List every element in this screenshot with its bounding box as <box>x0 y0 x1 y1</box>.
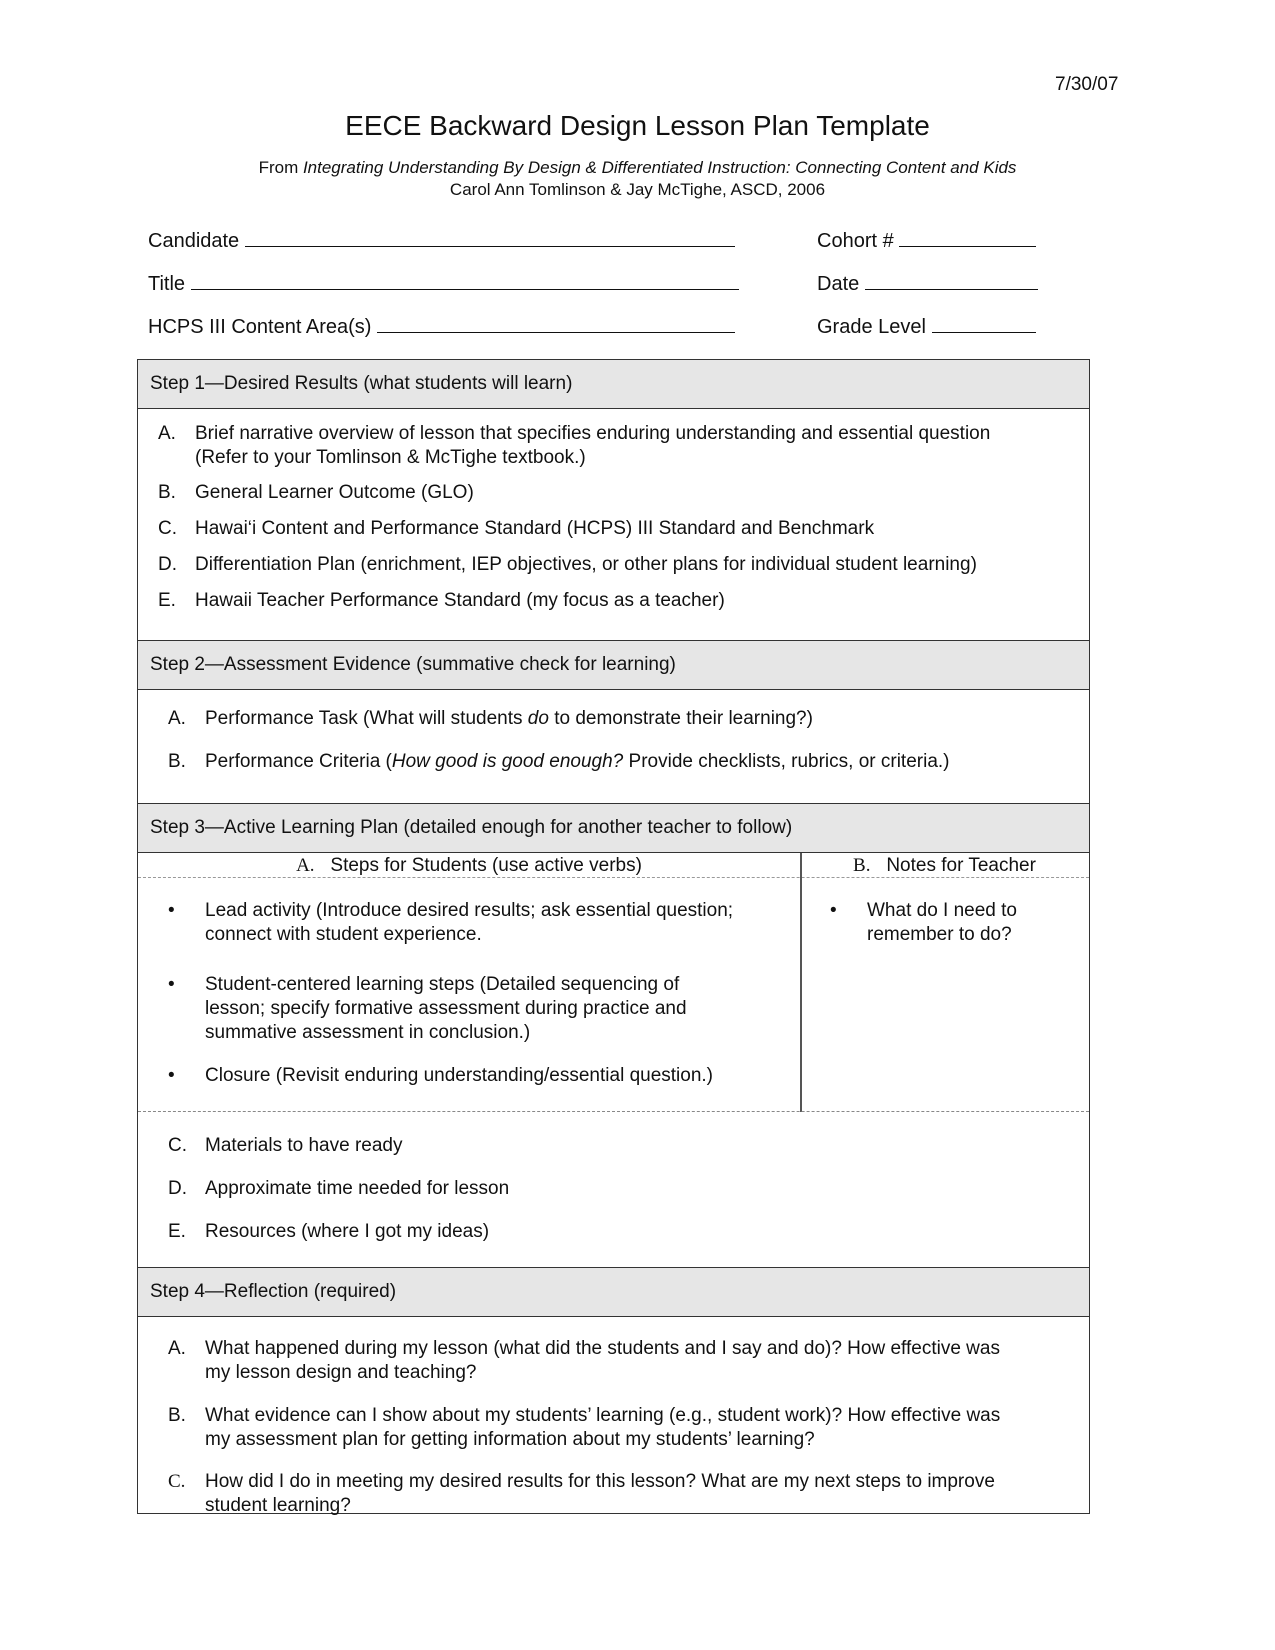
steps-for-students-header: A. Steps for Students (use active verbs) <box>296 855 642 876</box>
item-line: Brief narrative overview of lesson that specifies enduring understanding and essential question <box>195 423 991 444</box>
source-authors: Carol Ann Tomlinson & Jay McTighe, ASCD, 2006 <box>449 180 826 199</box>
item-text <box>195 422 990 470</box>
item-letter: D. <box>158 554 177 575</box>
title-field[interactable] <box>148 269 739 296</box>
bullet-text: Lead activity (Introduce desired results; ask essential question; connect with student experience. <box>205 900 734 945</box>
item-letter: A. <box>168 708 186 729</box>
date-label: Date <box>817 273 860 295</box>
source-book-title: Integrating Understanding By Design & Differentiated Instruction: Connecting Content and Kids <box>302 158 1017 177</box>
item-line: (Refer to your Tomlinson & McTighe textbook.) <box>195 447 586 468</box>
bullet-text: Student-centered learning steps (Detailed sequencing of lesson; specify formative assessment during practice and summative assessment in conclusion.) <box>205 974 687 1043</box>
cohort-label: Cohort # <box>817 230 894 252</box>
item-text: Hawai‘i Content and Performance Standard (HCPS) III Standard and Benchmark <box>195 518 875 539</box>
bullet-dot: • <box>830 900 837 921</box>
content-area-field[interactable] <box>148 312 735 339</box>
candidate-blank[interactable] <box>245 226 735 247</box>
title-label: Title <box>148 273 186 295</box>
item-letter: C. <box>168 1135 187 1156</box>
item-text: General Learner Outcome (GLO) <box>195 482 474 503</box>
item-letter: D. <box>168 1178 187 1199</box>
step2-heading: Step 2—Assessment Evidence (summative check for learning) <box>150 654 676 675</box>
item-letter: C. <box>168 1471 186 1492</box>
step1-header <box>138 359 1089 409</box>
grade-level-label: Grade Level <box>817 316 926 338</box>
step3-heading: Step 3—Active Learning Plan (detailed enough for another teacher to follow) <box>150 817 793 838</box>
item-text: Approximate time needed for lesson <box>205 1178 510 1199</box>
row-divider <box>138 1111 1089 1113</box>
lesson-plan-table <box>137 359 1090 1514</box>
step4-header <box>138 1267 1089 1317</box>
item-letter: A. <box>158 423 176 444</box>
step1-heading: Step 1—Desired Results (what students will learn) <box>150 373 573 394</box>
grade-level-blank[interactable] <box>932 312 1036 333</box>
date-blank[interactable] <box>865 269 1038 290</box>
notes-for-teacher-header: B. Notes for Teacher <box>853 855 1036 876</box>
item-text: Performance Task (What will students do to demonstrate their learning?) <box>205 708 813 729</box>
item-text: What evidence can I show about my students’ learning (e.g., student work)? How effective was my assessment plan for getting information about my students’ learning? <box>205 1405 1001 1450</box>
source-prefix: From <box>258 158 303 177</box>
item-letter: C. <box>158 518 177 539</box>
candidate-label: Candidate <box>148 230 240 252</box>
item-letter: B. <box>168 1405 186 1426</box>
item-letter: B. <box>158 482 176 503</box>
bullet-text: Closure (Revisit enduring understanding/essential question.) <box>205 1065 714 1086</box>
content-area-blank[interactable] <box>377 312 735 333</box>
item-letter: B. <box>168 751 186 772</box>
document-date: 7/30/07 <box>1055 74 1119 95</box>
item-text: Materials to have ready <box>205 1135 403 1156</box>
step2-header <box>138 640 1089 690</box>
document-title: EECE Backward Design Lesson Plan Template <box>345 110 930 141</box>
bullet-dot: • <box>168 1065 175 1086</box>
item-text: What happened during my lesson (what did the students and I say and do)? How effective was my lesson design and teaching? <box>205 1338 1000 1383</box>
cohort-blank[interactable] <box>899 226 1036 247</box>
cohort-field[interactable] <box>817 226 1036 253</box>
item-text: How did I do in meeting my desired results for this lesson? What are my next steps to improve student learning? <box>205 1471 995 1516</box>
item-letter: E. <box>168 1221 186 1242</box>
content-area-label: HCPS III Content Area(s) <box>148 316 372 338</box>
step3-header <box>138 803 1089 853</box>
item-letter: E. <box>158 590 176 611</box>
step4-heading: Step 4—Reflection (required) <box>150 1281 397 1302</box>
column-divider <box>800 853 802 1112</box>
bullet-dot: • <box>168 900 175 921</box>
bullet-text: What do I need to remember to do? <box>867 900 1017 945</box>
item-text: Differentiation Plan (enrichment, IEP objectives, or other plans for individual student learning) <box>195 554 977 575</box>
title-blank[interactable] <box>191 269 739 290</box>
item-text: Resources (where I got my ideas) <box>205 1221 490 1242</box>
source-citation <box>0 157 1275 201</box>
item-text: Hawaii Teacher Performance Standard (my focus as a teacher) <box>195 590 725 611</box>
grade-level-field[interactable] <box>817 312 1036 339</box>
item-text: Performance Criteria (How good is good enough? Provide checklists, rubrics, or criteria.) <box>205 751 950 772</box>
item-letter: A. <box>168 1338 186 1359</box>
candidate-field[interactable] <box>148 226 735 253</box>
date-field[interactable] <box>817 269 1038 296</box>
bullet-dot: • <box>168 974 175 995</box>
